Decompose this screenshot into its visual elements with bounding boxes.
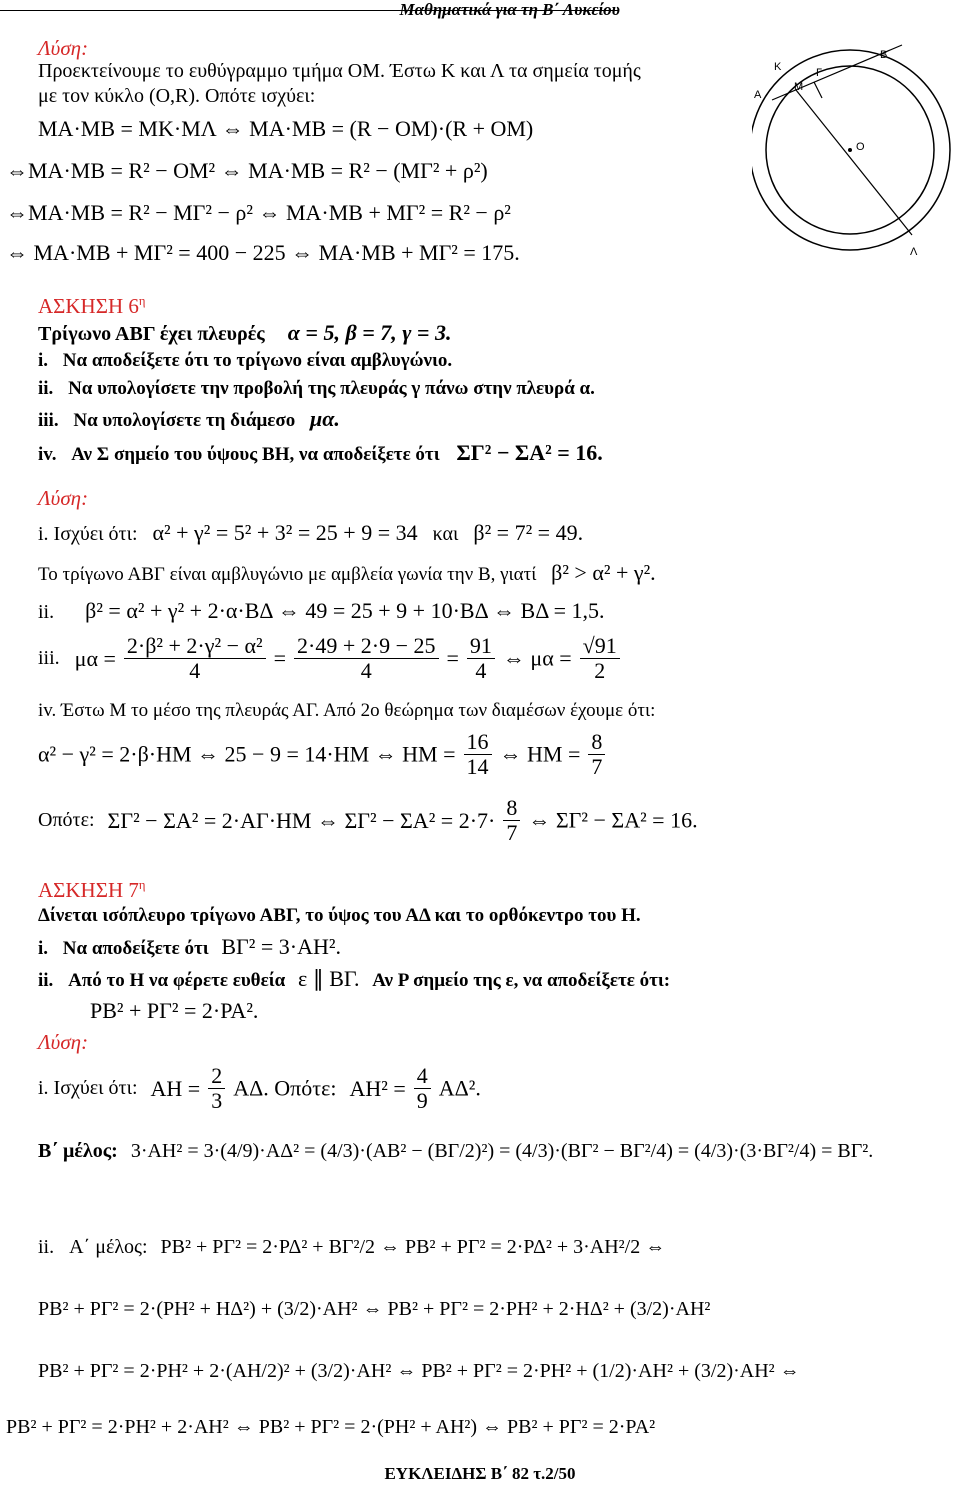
numerator: 2·49 + 2·9 − 25 [294,634,438,659]
numerator: 8 [588,730,605,755]
fraction [208,1064,225,1113]
denominator: 2 [594,658,606,684]
item-math: ΒΓ² = 3·ΑΗ². [221,934,341,959]
equation: ⇔ ΜΑ·ΜΒ + ΜΓ² = 400 − 225 ⇔ ΜΑ·ΜΒ + ΜΓ² = 175. [6,240,520,265]
exercise-6-statement [38,320,451,346]
solution-number: ii. [38,601,55,623]
solution-math: ⇔ ΣΓ² − ΣΑ² = 16. [528,807,698,833]
fraction [588,730,605,779]
tangent-segment [814,82,822,98]
ex7-solution-ii [38,1236,665,1259]
item-text: Αν Σ σημείο του ύψους ΒΗ, να αποδείξετε ότι [71,444,440,465]
denominator: 3 [211,1088,223,1114]
label-A: Α [754,89,762,101]
item-number: iv. [38,444,57,465]
solution-math: β² > α² + γ². [551,560,656,585]
item-text: Να υπολογίσετε τη διάμεσο [73,410,296,431]
solution-math-line: ΡΒ² + ΡΓ² = 2·ΡΗ² + 2·(ΑΗ/2)² + (3/2)·ΑΗ² ⇔ ΡΒ² + ΡΓ² = 2·ΡΗ² + (1/2)·ΑΗ² + (3/2)·ΑΗ² ⇔ [38,1360,800,1382]
solution-number: ii. [38,1236,55,1258]
exercise-6-title [38,294,145,319]
exercise-7-item-i [38,934,341,960]
solution-math: ⇔ μα = [502,645,572,671]
solution-math: β² = α² + γ² + 2·α·ΒΔ ⇔ 49 = 25 + 9 + 10·ΒΔ ⇔ ΒΔ = 1,5. [85,598,605,623]
denominator: 9 [416,1088,428,1114]
item-text: Αν Ρ σημείο της ε, να αποδείξετε ότι: [372,970,671,991]
numerator: 2·β² + 2·γ² − α² [124,634,266,659]
solution-label: Λύση: [38,1030,89,1054]
solution-text-line: Προεκτείνουμε το ευθύγραμμο τμήμα ΟΜ. Έστω Κ και Λ τα σημεία τομής [38,60,641,82]
circle-figure [752,40,952,290]
label-O: Ο [856,141,865,153]
ex7-solution-b-member [38,1140,873,1163]
equals-sign: = [273,645,287,671]
equation: ⇔ΜΑ·ΜΒ = R² − ΟΜ² ⇔ ΜΑ·ΜΒ = R² − (ΜΓ² + ρ²) [6,158,488,183]
numerator: 2 [208,1064,225,1089]
solution-math: μα = [74,645,116,671]
solution-text-line: με τον κύκλο (Ο,R). Οπότε ισχύει: [38,85,316,107]
solution-i [38,520,583,546]
solution-math: ΑΗ² = [349,1075,406,1101]
item-text: Να υπολογίσετε την προβολή της πλευράς γ πάνω στην πλευρά α. [68,378,595,399]
exercise-6-item-iii [38,406,340,432]
item-number: i. [38,350,49,371]
solution-math: ΑΔ. Οπότε: [233,1075,337,1101]
fraction [414,1064,431,1113]
fraction [294,634,438,683]
solution-iv-final [38,796,698,845]
fraction [124,634,266,683]
fraction [467,634,495,683]
solution-text: Το τρίγωνο ΑΒΓ είναι αμβλυγώνιο με αμβλεία γωνία την Β, γιατί [38,564,537,585]
equation: ⇔ΜΑ·ΜΒ = R² − ΜΓ² − ρ² ⇔ ΜΑ·ΜΒ + ΜΓ² = R² − ρ² [6,200,511,225]
label-G: Γ [816,67,823,79]
solution-text: και [432,523,459,545]
exercise-6-item-i [38,350,452,372]
solution-label: Λύση: [38,36,89,60]
solution-text: Οπότε: [38,809,95,832]
exercise-6-item-ii [38,378,595,400]
solution-label-text: Β΄ μέλος: [38,1140,118,1162]
exercise-7-item-ii-math: ΡΒ² + ΡΓ² = 2·ΡΑ². [90,998,259,1023]
denominator: 7 [506,820,518,846]
denominator: 7 [591,754,603,780]
solution-math-line: ΡΒ² + ΡΓ² = 2·ΡΗ² + 2·ΑΗ² ⇔ ΡΒ² + ΡΓ² = 2·(ΡΗ² + ΑΗ²) ⇔ ΡΒ² + ΡΓ² = 2·ΡΑ² [6,1416,656,1438]
page-footer: ΕΥΚΛΕΙΔΗΣ Β΄ 82 τ.2/50 [384,1464,576,1483]
label-B: Β [880,49,888,61]
solution-math: α² − γ² = 2·β·ΗΜ ⇔ 25 − 9 = 14·ΗΜ ⇔ ΗΜ = [38,741,456,767]
fraction [464,730,492,779]
solution-math: ΑΔ². [438,1075,481,1101]
denominator: 4 [475,658,487,684]
solution-math: ΑΗ = [150,1075,201,1101]
label-K: Κ [774,61,782,73]
ex7-solution-i [38,1064,481,1113]
solution-text: i. Ισχύει ότι: [38,1077,138,1100]
item-number: iii. [38,410,59,431]
solution-iii [38,634,623,683]
exercise-title-text: ΑΣΚΗΣΗ 6 [38,294,139,318]
diameter-line [796,90,912,235]
solution-text: i. Ισχύει ότι: [38,523,138,545]
label-L: Λ [910,246,918,258]
solution-math: β² = 7² = 49. [473,520,584,545]
numerator: √91 [580,634,620,659]
solution-i-line2 [38,560,656,586]
solution-math: α² + γ² = 5² + 3² = 25 + 9 = 34 [152,520,418,545]
exercise-7-statement: Δίνεται ισόπλευρο τρίγωνο ΑΒΓ, το ύψος του ΑΔ και το ορθόκεντρο του Η. [38,905,641,926]
solution-label-text: Α΄ μέλος: [69,1236,148,1258]
solution-ii [38,598,605,624]
center-point [848,148,852,152]
denominator: 4 [189,658,201,684]
item-math: ΣΓ² − ΣΑ² = 16. [456,440,603,465]
numerator: 91 [467,634,495,659]
solution-iv-math [38,730,608,779]
numerator: 16 [464,730,492,755]
solution-iv-line: iv. Έστω Μ το μέσο της πλευράς ΑΓ. Από 2ο θεώρημα των διαμέσων έχουμε ότι: [38,700,656,721]
item-math: ε ∥ ΒΓ. [297,966,360,991]
exercise-title-text: ΑΣΚΗΣΗ 7 [38,878,139,902]
exercise-7-item-ii [38,966,670,992]
item-text: Να αποδείξετε ότι [62,938,209,959]
solution-math: ΡΒ² + ΡΓ² = 2·ΡΔ² + ΒΓ²/2 ⇔ ΡΒ² + ΡΓ² = 2·ΡΔ² + 3·ΑΗ²/2 ⇔ [160,1236,666,1258]
solution-label: Λύση: [38,486,89,510]
exercise-title-sup: η [138,878,146,892]
exercise-title-sup: η [138,294,146,308]
solution-math: 3·ΑΗ² = 3·(4/9)·ΑΔ² = (4/3)·(ΑΒ² − (ΒΓ/2)²) = (4/3)·(ΒΓ² − ΒΓ²/4) = (4/3)·(3·ΒΓ²/4) = ΒΓ². [130,1140,874,1162]
solution-math: ΣΓ² − ΣΑ² = 2·ΑΓ·ΗΜ ⇔ ΣΓ² − ΣΑ² = 2·7· [107,807,496,833]
exercise-7-title [38,878,145,903]
solution-math: ⇔ ΗΜ = [499,741,581,767]
numerator: 4 [414,1064,431,1089]
item-text: Από το Η να φέρετε ευθεία [68,970,286,991]
item-number: ii. [38,378,54,399]
page-header [0,0,960,22]
equation: ΜΑ·ΜΒ = ΜΚ·ΜΛ ⇔ ΜΑ·ΜΒ = (R − ΟΜ)·(R + ΟΜ) [38,116,534,141]
statement-text: Τρίγωνο ΑΒΓ έχει πλευρές [38,323,265,345]
item-text: Να αποδείξετε ότι το τρίγωνο είναι αμβλυγώνιο. [62,350,453,371]
solution-number: iii. [38,647,60,670]
label-M: Μ [794,81,804,93]
header-title: Μαθηματικά για τη Β΄ Λυκείου [399,0,620,19]
exercise-6-item-iv [38,440,603,466]
item-number: ii. [38,970,54,991]
denominator: 14 [466,754,489,780]
equals-sign: = [446,645,459,671]
fraction [503,796,520,845]
fraction [580,634,620,683]
sides-math: α = 5, β = 7, γ = 3. [287,320,452,345]
item-number: i. [38,938,49,959]
solution-math-line: ΡΒ² + ΡΓ² = 2·(ΡΗ² + ΗΔ²) + (3/2)·ΑΗ² ⇔ ΡΒ² + ΡΓ² = 2·ΡΗ² + 2·ΗΔ² + (3/2)·ΑΗ² [38,1298,711,1320]
denominator: 4 [360,658,372,684]
item-math: μα. [310,406,340,431]
numerator: 8 [503,796,520,821]
